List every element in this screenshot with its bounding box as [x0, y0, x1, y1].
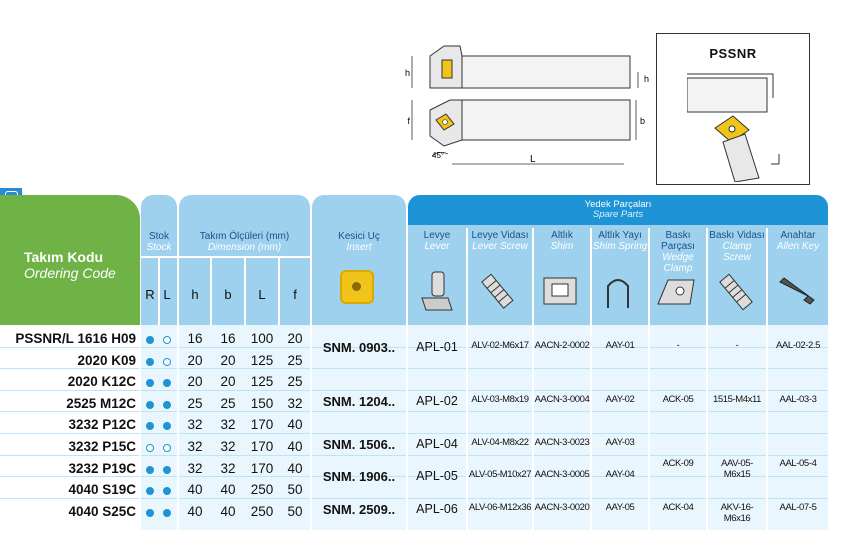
- svg-text:f: f: [407, 116, 410, 126]
- cell-spring: AAY-02: [605, 393, 635, 405]
- cell-shim: AACN-3-0023: [534, 436, 590, 448]
- ordering-code-header: [0, 195, 140, 325]
- insert-column-bg: [312, 325, 406, 530]
- cell-insert: SNM. 0903..: [322, 339, 396, 355]
- cell-lever: APL-02: [416, 393, 458, 408]
- dim-h: 32: [187, 460, 203, 476]
- dim-h: 25: [187, 395, 203, 411]
- parts-column-bg: [408, 325, 828, 530]
- dim-b: 32: [220, 439, 236, 454]
- cell-wedge: ACK-05: [662, 393, 694, 405]
- ordering-code: 4040 S25C: [68, 503, 136, 519]
- part-key-head: Anahtar Allen Key: [776, 230, 820, 252]
- cell-wedge: ACK-09: [662, 458, 694, 470]
- dim-f: 25: [287, 374, 303, 390]
- divider: [648, 228, 650, 325]
- divider: [766, 228, 768, 325]
- cell-insert: SNM. 1906..: [322, 469, 396, 485]
- dim-h: 40: [187, 503, 203, 519]
- dim-f: 20: [287, 331, 303, 346]
- column-divider: [532, 325, 534, 530]
- column-divider: [310, 325, 312, 530]
- row-divider: [0, 498, 828, 499]
- spring-icon: [598, 272, 638, 312]
- cell-clamp-screw: AAV-05-M6x15: [721, 458, 753, 481]
- cell-wedge: -: [676, 339, 680, 351]
- shim-icon: [540, 274, 582, 310]
- divider: [141, 256, 311, 258]
- dim-b: 40: [220, 482, 236, 498]
- cell-key: AAL-02-2.5: [775, 339, 821, 351]
- stock-l-indicator: [163, 444, 171, 452]
- stock-r-indicator: [146, 509, 154, 517]
- cell-wedge: ACK-04: [662, 501, 694, 513]
- dim-b: 32: [220, 460, 236, 476]
- svg-text:h: h: [644, 74, 650, 84]
- cell-key: AAL-07-5: [779, 501, 817, 513]
- part-lever-head: Levye Lever: [423, 230, 451, 252]
- cell-clamp-screw: -: [735, 339, 739, 351]
- cell-shim: AACN-3-0020: [534, 501, 590, 513]
- divider: [590, 228, 592, 325]
- cell-lever: APL-01: [416, 339, 458, 354]
- dim-f: 40: [287, 460, 303, 476]
- cell-spring: AAY-01: [605, 339, 635, 351]
- svg-text:45°: 45°: [432, 151, 445, 160]
- tool-holder-drawing: [400, 28, 650, 178]
- dim-h: 16: [187, 331, 203, 346]
- dim-length: 150: [250, 395, 274, 411]
- col-l: L: [163, 287, 171, 302]
- dim-b: 20: [220, 374, 236, 390]
- row-divider: [0, 390, 828, 391]
- ordering-code: 3232 P12C: [68, 417, 136, 433]
- row-divider: [0, 368, 828, 369]
- lever-icon: [418, 270, 458, 314]
- row-divider: [0, 411, 828, 412]
- ordering-code-en: Ordering Code: [24, 265, 116, 281]
- table-body: [0, 325, 846, 530]
- stock-l-indicator: [163, 358, 171, 366]
- cell-lever: APL-06: [416, 501, 458, 516]
- cell-insert: SNM. 1204..: [322, 393, 396, 409]
- cell-shim: AACN-3-0004: [534, 393, 590, 405]
- part-wedge-head: Baskı Parçası Wedge Clamp: [661, 230, 695, 274]
- row-divider: [0, 433, 828, 434]
- cell-lever-screw: ALV-03-M8x19: [471, 393, 529, 405]
- dim-length: 125: [250, 374, 274, 390]
- dim-h: 40: [187, 482, 203, 498]
- dim-h: 32: [187, 417, 203, 433]
- cell-shim: AACN-3-0005: [534, 469, 590, 481]
- dim-b: 20: [220, 352, 236, 368]
- cell-lever-screw: ALV-02-M6x17: [471, 339, 529, 351]
- dim-h: 20: [187, 352, 203, 368]
- ordering-code: 3232 P15C: [68, 439, 136, 454]
- cell-lever-screw: ALV-05-M10x27: [468, 469, 532, 481]
- allen-key-icon: [774, 274, 822, 310]
- column-divider: [406, 325, 408, 530]
- cell-lever: APL-05: [416, 469, 458, 484]
- stock-l-indicator: [163, 401, 171, 409]
- cell-shim: AACN-2-0002: [534, 339, 590, 351]
- dimensions-label: Takım Ölçüleri (mm) Dimension (mm): [199, 231, 290, 253]
- stock-r-indicator: [146, 358, 154, 366]
- column-divider: [177, 325, 179, 530]
- dim-length: 170: [250, 439, 274, 454]
- dim-length: 170: [250, 417, 274, 433]
- column-divider: [706, 325, 708, 530]
- col-h: h: [191, 287, 199, 302]
- stock-r-indicator: [146, 401, 154, 409]
- part-lever-screw-head: Levye Vidası Lever Screw: [471, 230, 529, 252]
- stock-r-indicator: [146, 466, 154, 474]
- svg-text:h: h: [404, 68, 410, 78]
- cell-lever-screw: ALV-04-M8x22: [471, 436, 529, 448]
- divider: [466, 228, 468, 325]
- column-divider: [648, 325, 650, 530]
- ordering-code: 2020 K09: [77, 352, 136, 368]
- cell-clamp-screw: 1515-M4x11: [712, 393, 762, 405]
- wedge-clamp-icon: [654, 274, 700, 310]
- stock-l-indicator: [163, 509, 171, 517]
- dim-f: 40: [287, 417, 303, 433]
- insert-image: [340, 270, 374, 304]
- cell-lever-screw: ALV-06-M12x36: [468, 501, 532, 513]
- col-f: f: [293, 287, 297, 302]
- cell-spring: AAY-04: [605, 469, 635, 481]
- dim-h: 20: [187, 374, 203, 390]
- ordering-code: 4040 S19C: [68, 482, 136, 498]
- dim-b: 25: [220, 395, 236, 411]
- cell-clamp-screw: AKV-16-M6x16: [720, 501, 754, 524]
- insert-label: Kesici Uç Insert: [338, 231, 380, 253]
- ordering-code: PSSNR/L 1616 H09: [15, 331, 136, 346]
- stock-l-indicator: [163, 466, 171, 474]
- stock-l-indicator: [163, 336, 171, 344]
- dim-f: 25: [287, 352, 303, 368]
- dim-length: 100: [250, 331, 274, 346]
- column-divider: [466, 325, 468, 530]
- stock-r-indicator: [146, 444, 154, 452]
- ordering-code-tr: Takım Kodu: [24, 249, 104, 265]
- cell-lever: APL-04: [416, 436, 458, 451]
- stock-label: Stok Stock: [146, 231, 172, 253]
- svg-text:L: L: [530, 154, 536, 165]
- dim-b: 40: [220, 503, 236, 519]
- col-b: b: [224, 287, 232, 302]
- dim-f: 50: [287, 503, 303, 519]
- screw-icon: [478, 270, 518, 314]
- dim-length: 125: [250, 352, 274, 368]
- dim-f: 40: [287, 439, 303, 454]
- divider: [706, 228, 708, 325]
- cell-key: AAL-03-3: [779, 393, 817, 405]
- cell-spring: AAY-03: [605, 436, 635, 448]
- spare-parts-title: Yedek Parçaları Spare Parts: [584, 199, 652, 220]
- col-len: L: [258, 287, 266, 302]
- dim-f: 32: [287, 395, 303, 411]
- cell-spring: AAY-05: [605, 501, 635, 513]
- clamp-screw-icon: [714, 270, 758, 314]
- inset-title: PSSNR: [709, 46, 757, 61]
- insert-header: [312, 195, 406, 325]
- part-spring-head: Altlık Yayı Shim Spring: [592, 230, 648, 252]
- stock-r-indicator: [146, 336, 154, 344]
- pssnr-inset: [656, 33, 810, 185]
- cell-key: AAL-05-4: [779, 458, 817, 470]
- dim-b: 16: [220, 331, 236, 346]
- ordering-code: 2525 M12C: [66, 395, 136, 411]
- column-divider: [590, 325, 592, 530]
- dim-length: 170: [250, 460, 274, 476]
- dim-b: 32: [220, 417, 236, 433]
- part-shim-head: Altlık Shim: [550, 230, 574, 252]
- dim-f: 50: [287, 482, 303, 498]
- cell-insert: SNM. 1506..: [322, 436, 396, 452]
- parts-header-row: [408, 228, 828, 274]
- dim-h: 32: [187, 439, 203, 454]
- divider: [532, 228, 534, 325]
- cell-insert: SNM. 2509..: [322, 501, 396, 517]
- part-clamp-screw-head: Baskı Vidası Clamp Screw: [709, 230, 765, 263]
- dim-length: 250: [250, 482, 274, 498]
- ordering-code: 3232 P19C: [68, 460, 136, 476]
- ordering-code: 2020 K12C: [67, 374, 136, 390]
- dim-length: 250: [250, 503, 274, 519]
- column-divider: [766, 325, 768, 530]
- inset-drawing: [687, 68, 807, 182]
- col-r: R: [145, 287, 155, 302]
- spare-parts-title-bar: [408, 195, 828, 225]
- row-divider: [0, 455, 828, 456]
- svg-text:b: b: [640, 116, 646, 126]
- column-divider: [139, 325, 141, 530]
